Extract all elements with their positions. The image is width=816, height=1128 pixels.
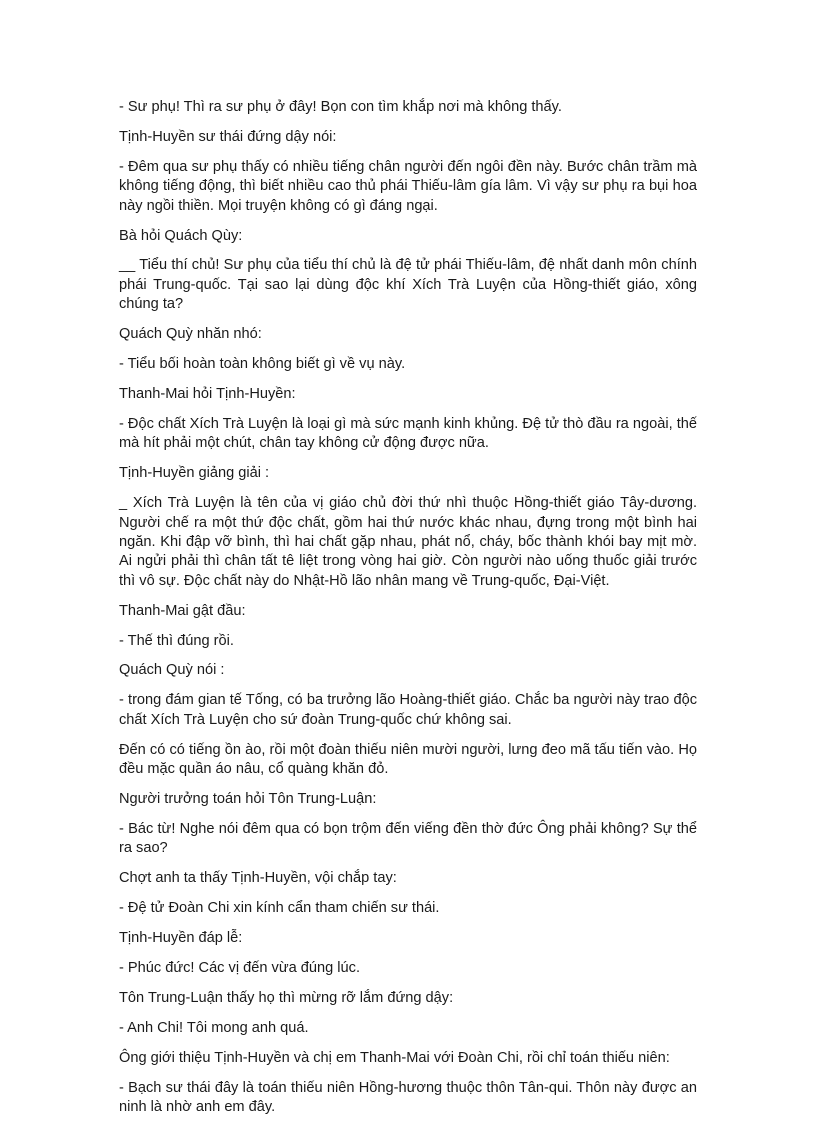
paragraph: Ông giới thiệu Tịnh-Huyền và chị em Thanh-Mai với Đoàn Chi, rồi chỉ toán thiếu niên: — [119, 1049, 670, 1066]
paragraph: - Đêm qua sư phụ thấy có nhiều tiếng chân người đến ngôi đền này. Bước chân trầm mà không tiếng động, thì biết nhiều cao thủ phái Thiếu-lâm gía lâm. Vì vậy sư phụ ra bụi hoa này ngồi thiền. Mọi truyện không có gì đáng ngại. — [119, 158, 697, 214]
paragraph: - Sư phụ! Thì ra sư phụ ở đây! Bọn con tìm khắp nơi mà không thấy. — [119, 99, 562, 115]
paragraph: - Bác từ! Nghe nói đêm qua có bọn trộm đến viếng đền thờ đức Ông phải không? Sự thể ra sao? — [119, 820, 697, 857]
paragraph: - Tiểu bối hoàn toàn không biết gì về vụ này. — [119, 356, 406, 373]
paragraph: Tịnh-Huyền sư thái đứng dậy nói: — [119, 128, 337, 145]
paragraph: - Anh Chi! Tôi mong anh quá. — [119, 1019, 309, 1036]
paragraph: Tịnh-Huyền đáp lễ: — [119, 930, 243, 946]
paragraph: - Đệ tử Đoàn Chi xin kính cẩn tham chiến sư thái. — [119, 900, 440, 917]
paragraph: Tôn Trung-Luận thấy họ thì mừng rỡ lắm đứng dậy: — [119, 989, 454, 1006]
paragraph: - Bạch sư thái đây là toán thiếu niên Hồng-hương thuộc thôn Tân-qui. Thôn này được an ninh là nhờ anh em đây. — [119, 1079, 697, 1115]
paragraph: - Thế thì đúng rồi. — [119, 632, 234, 649]
paragraph: _ Xích Trà Luyện là tên của vị giáo chủ đời thứ nhì thuộc Hồng-thiết giáo Tây-dương. Người chế ra một thứ độc chất, gồm hai thứ nước khác nhau, đựng trong một bình hai ngăn. Khi đập vỡ bình, thì hai chất gặp nhau, phát nổ, cháy, bốc thành khói bay mịt mờ. Ai ngửi phải thì chân tất tê liệt trong vòng hai giờ. Còn người nào uống thuốc giải trước thì vô sự. Độc chất này do Nhật-Hồ lão nhân mang về Trung-quốc, Đại-Việt. — [119, 495, 697, 589]
paragraph: Đến có có tiếng ồn ào, rồi một đoàn thiếu niên mười người, lưng đeo mã tấu tiến vào. Họ đều mặc quần áo nâu, cổ quàng khăn đỏ. — [119, 741, 697, 778]
paragraph: - Độc chất Xích Trà Luyện là loại gì mà sức mạnh kinh khủng. Đệ tử thò đầu ra ngoài, thế mà hít phải một chút, chân tay không cử động được nữa. — [119, 415, 697, 452]
paragraph: Thanh-Mai gật đầu: — [119, 602, 246, 619]
document-page — [119, 98, 697, 1128]
paragraph: Chợt anh ta thấy Tịnh-Huyền, vội chắp tay: — [119, 870, 397, 887]
paragraph: Quách Quỳ nhăn nhó: — [119, 326, 262, 343]
paragraph: Người trưởng toán hỏi Tôn Trung-Luận: — [119, 790, 377, 807]
paragraph: - Phúc đức! Các vị đến vừa đúng lúc. — [119, 959, 360, 976]
paragraph: - trong đám gian tế Tống, có ba trưởng lão Hoàng-thiết giáo. Chắc ba người này trao độc chất Xích Trà Luyện cho sứ đoàn Trung-quốc chứ không sai. — [119, 692, 697, 728]
paragraph: Quách Quỳ nói : — [119, 662, 225, 679]
paragraph: Tịnh-Huyền giảng giải : — [119, 465, 270, 482]
paragraph: __ Tiểu thí chủ! Sư phụ của tiểu thí chủ là đệ tử phái Thiếu-lâm, đệ nhất danh môn chính phái Trung-quốc. Tại sao lại dùng độc khí Xích Trà Luyện của Hồng-thiết giáo, xông chúng ta? — [119, 257, 697, 313]
paragraph: Thanh-Mai hỏi Tịnh-Huyền: — [119, 385, 296, 402]
paragraph: Bà hỏi Quách Qùy: — [119, 227, 243, 244]
